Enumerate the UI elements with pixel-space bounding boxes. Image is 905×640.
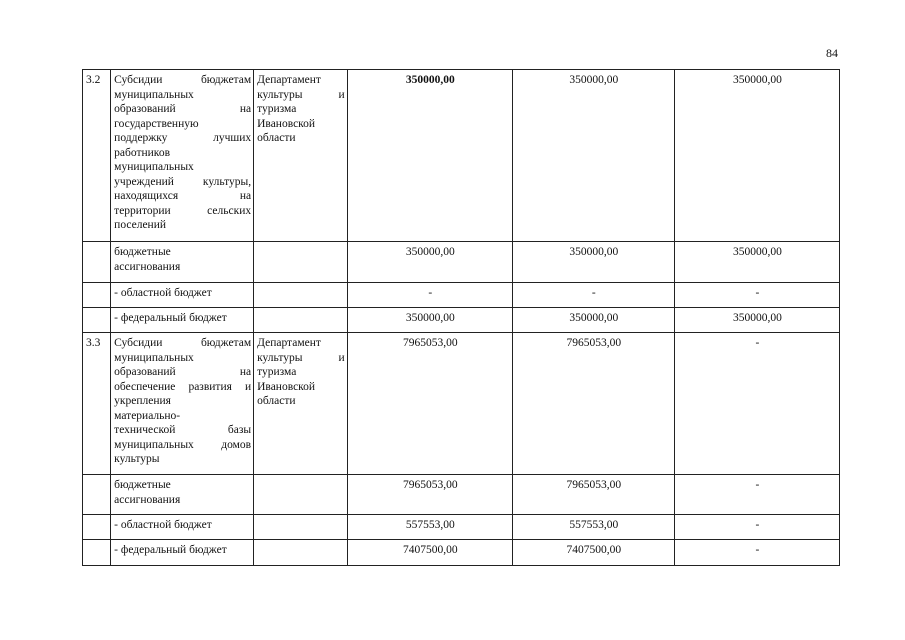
value-cell: 350000,00 xyxy=(347,70,512,242)
table-row xyxy=(83,333,840,475)
row-number: 3.3 xyxy=(83,333,111,475)
text-line: бюджетные xyxy=(114,246,171,258)
table-row xyxy=(83,283,840,308)
row-number xyxy=(83,242,111,283)
budget-table xyxy=(82,69,840,566)
text-line: работников xyxy=(114,146,170,159)
value-cell: - xyxy=(674,475,839,515)
text-line: Департамент xyxy=(257,74,321,86)
row-number xyxy=(83,515,111,540)
value-cell: 350000,00 xyxy=(512,242,674,283)
text-line: туризма xyxy=(257,103,297,115)
text-line: учреждений культуры, xyxy=(114,175,252,188)
value-cell: - xyxy=(674,333,839,475)
text-line: ассигнования xyxy=(114,493,181,506)
row-label: - федеральный бюджет xyxy=(111,540,254,566)
value-cell: 350000,00 xyxy=(347,242,512,283)
value-cell: 557553,00 xyxy=(347,515,512,540)
department xyxy=(254,308,348,333)
department xyxy=(254,283,348,308)
value-cell: - xyxy=(512,283,674,308)
value-cell: 557553,00 xyxy=(512,515,674,540)
text-line: укрепления xyxy=(114,395,171,407)
text-line: территории сельских xyxy=(114,204,252,217)
value-cell: 7965053,00 xyxy=(347,333,512,475)
table-row xyxy=(83,475,840,515)
text-line: области xyxy=(257,132,296,144)
text-line: бюджетные xyxy=(114,479,171,491)
text-line: муниципальных xyxy=(114,88,194,101)
value-cell: - xyxy=(674,283,839,308)
department xyxy=(254,515,348,540)
value-cell: 7407500,00 xyxy=(347,540,512,566)
table-row xyxy=(83,308,840,333)
department xyxy=(254,540,348,566)
department xyxy=(254,242,348,283)
text-line: культуры и xyxy=(257,88,345,101)
table-row xyxy=(83,540,840,566)
text-line: муниципальных xyxy=(114,351,194,364)
value-cell: 350000,00 xyxy=(347,308,512,333)
text-line: материально- xyxy=(114,409,181,422)
text-line: Ивановской xyxy=(257,380,316,393)
text-line: области xyxy=(257,395,296,407)
value-cell: 350000,00 xyxy=(512,308,674,333)
value-cell: 350000,00 xyxy=(674,242,839,283)
value-cell: 7407500,00 xyxy=(512,540,674,566)
table-row xyxy=(83,242,840,283)
text-line: находящихся на xyxy=(114,190,252,202)
text-line: культуры xyxy=(114,453,160,465)
text-line: поселений xyxy=(114,219,167,231)
text-line: туризма xyxy=(257,366,297,378)
row-number: 3.2 xyxy=(83,70,111,242)
value-cell: - xyxy=(674,540,839,566)
row-label: - федеральный бюджет xyxy=(111,308,254,333)
text-line: образований на xyxy=(114,103,252,115)
text-line: Субсидии бюджетам xyxy=(114,337,252,349)
value-cell: - xyxy=(347,283,512,308)
text-line: технической базы xyxy=(114,424,252,436)
value-cell: - xyxy=(674,515,839,540)
row-label xyxy=(111,475,254,515)
row-number xyxy=(83,308,111,333)
row-label: - областной бюджет xyxy=(111,515,254,540)
text-line: государственную xyxy=(114,117,199,130)
text-line: культуры и xyxy=(257,351,345,364)
page-number: 84 xyxy=(826,46,838,60)
row-number xyxy=(83,475,111,515)
value-cell: 7965053,00 xyxy=(347,475,512,515)
text-line: муниципальных домов xyxy=(114,438,252,451)
text-line: обеспечение развития и xyxy=(114,380,252,393)
department xyxy=(254,70,348,242)
text-line: поддержку лучших xyxy=(114,132,252,144)
row-number xyxy=(83,540,111,566)
text-line: образований на xyxy=(114,366,252,378)
row-number xyxy=(83,283,111,308)
measure-name xyxy=(111,70,254,242)
row-label xyxy=(111,242,254,283)
value-cell: 350000,00 xyxy=(512,70,674,242)
department xyxy=(254,475,348,515)
value-cell: 350000,00 xyxy=(674,70,839,242)
value-cell: 7965053,00 xyxy=(512,475,674,515)
text-line: ассигнования xyxy=(114,260,181,273)
text-line: Департамент xyxy=(257,337,321,349)
row-label: - областной бюджет xyxy=(111,283,254,308)
department xyxy=(254,333,348,475)
text-line: Ивановской xyxy=(257,117,316,130)
table-row xyxy=(83,70,840,242)
measure-name xyxy=(111,333,254,475)
table-row xyxy=(83,515,840,540)
value-cell: 7965053,00 xyxy=(512,333,674,475)
value-cell: 350000,00 xyxy=(674,308,839,333)
text-line: муниципальных xyxy=(114,161,194,173)
text-line: Субсидии бюджетам xyxy=(114,74,252,86)
